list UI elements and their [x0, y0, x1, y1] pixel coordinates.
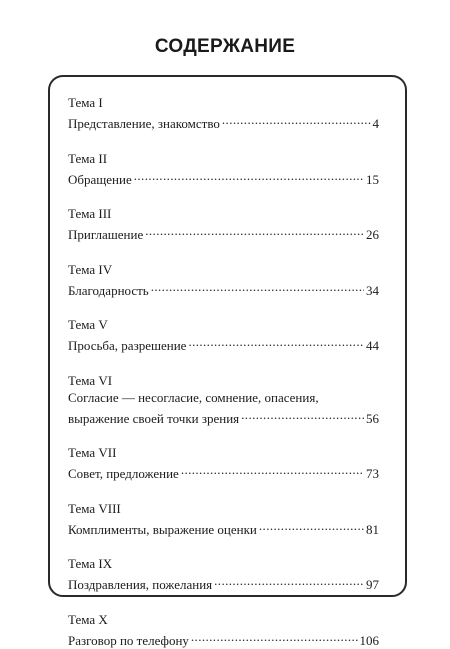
- topic-label: Тема VII: [68, 445, 117, 460]
- topic-label: Тема I: [68, 95, 103, 110]
- toc-line: [68, 517, 379, 538]
- page-number: 97: [366, 577, 379, 592]
- topic-title: Приглашение: [68, 227, 144, 242]
- page-number: 26: [366, 227, 379, 242]
- toc-line: [68, 278, 379, 299]
- toc-line: [68, 111, 379, 132]
- dot-leader: [222, 111, 371, 128]
- topic-title: Совет, предложение: [68, 466, 179, 481]
- toc-entry-8[interactable]: [68, 500, 379, 538]
- topic-label: Тема VI: [68, 372, 113, 388]
- toc-entry-2[interactable]: [68, 150, 379, 188]
- topic-label: Тема X: [68, 611, 108, 627]
- page-number: 15: [366, 171, 379, 187]
- topic-label: Тема IX: [68, 556, 113, 571]
- topic-title: Комплименты, выражение оценки: [68, 521, 257, 537]
- topic-label: Тема VIII: [68, 500, 121, 516]
- topic-title: Согласие — несогласие, сомнение, опасения,: [68, 389, 319, 405]
- dot-leader: [145, 222, 364, 239]
- topic-title: Благодарность: [68, 282, 149, 298]
- toc-line: [68, 167, 379, 188]
- page-number: 4: [372, 116, 379, 131]
- page-number: 44: [366, 338, 379, 353]
- toc-line: [68, 406, 379, 427]
- dot-leader: [259, 517, 364, 534]
- topic-label: Тема III: [68, 206, 112, 221]
- toc-entry-9[interactable]: [68, 555, 379, 593]
- topic-title: Просьба, разрешение: [68, 338, 187, 353]
- toc-line: [68, 333, 379, 354]
- page-number: 81: [366, 521, 379, 537]
- topic-title-continued: выражение своей точки зрения: [68, 410, 240, 426]
- topic-title: Представление, знакомство: [68, 116, 220, 131]
- toc-entry-10[interactable]: [68, 611, 379, 649]
- dot-leader: [241, 406, 364, 423]
- topic-label: Тема IV: [68, 261, 113, 277]
- toc-entry-4[interactable]: [68, 261, 379, 299]
- topic-label: Тема II: [68, 150, 108, 166]
- toc-line: [68, 222, 379, 243]
- toc-entry-7[interactable]: [68, 444, 379, 482]
- page-number: 34: [366, 282, 379, 298]
- toc-entry-6[interactable]: [68, 372, 379, 427]
- toc-line: [68, 572, 379, 593]
- page-number: 56: [366, 410, 379, 426]
- page-number: 106: [359, 632, 379, 648]
- dot-leader: [181, 461, 364, 478]
- topic-title: Разговор по телефону: [68, 632, 189, 648]
- dot-leader: [188, 333, 364, 350]
- toc-line: [68, 461, 379, 482]
- toc-entry-5[interactable]: [68, 316, 379, 354]
- dot-leader: [191, 628, 358, 645]
- toc-entry-1[interactable]: [68, 94, 379, 132]
- toc-line: [68, 628, 379, 649]
- topic-title: Поздравления, пожелания: [68, 577, 213, 592]
- topic-label: Тема V: [68, 317, 108, 332]
- table-of-contents: [48, 75, 407, 648]
- topic-title: Обращение: [68, 171, 132, 187]
- dot-leader: [214, 572, 364, 589]
- toc-entry-3[interactable]: [68, 205, 379, 243]
- page-number: 73: [366, 466, 379, 481]
- page-title: СОДЕРЖАНИЕ: [154, 36, 296, 57]
- dot-leader: [151, 278, 364, 295]
- toc-line-first: [68, 389, 379, 406]
- dot-leader: [134, 167, 364, 184]
